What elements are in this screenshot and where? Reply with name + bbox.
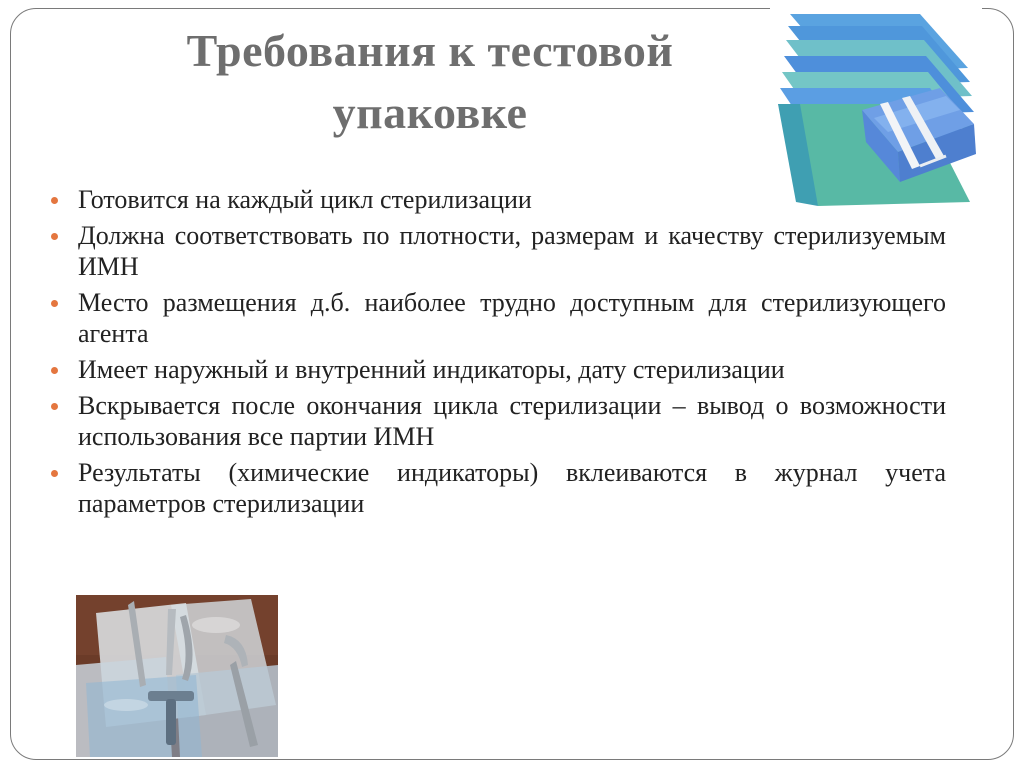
bullet-dot-icon <box>51 470 58 477</box>
bullet-item <box>48 457 946 519</box>
bullet-text: Должна соответствовать по плотности, размерам и качеству стерилизуемым ИМН <box>78 221 946 281</box>
bullet-text: Вскрывается после окончания цикла стерилизации – вывод о возможности использования все партии ИМН <box>78 391 946 451</box>
slide-title: Требования к тестовой упаковке <box>186 25 674 138</box>
bullet-item <box>48 354 946 385</box>
bullet-list <box>48 184 946 524</box>
sterilization-wraps-image <box>770 6 982 210</box>
packaged-instruments-image <box>76 595 278 757</box>
bullet-text: Имеет наружный и внутренний индикаторы, дату стерилизации <box>78 355 785 384</box>
bullet-text: Результаты (химические индикаторы) вклеиваются в журнал учета параметров стерилизации <box>78 458 946 518</box>
bullet-item <box>48 287 946 349</box>
bullet-dot-icon <box>51 300 58 307</box>
bullet-dot-icon <box>51 233 58 240</box>
sterilization-wraps-photo <box>770 6 982 210</box>
bullet-dot-icon <box>51 367 58 374</box>
packaged-instruments-photo <box>76 595 278 757</box>
bullet-item <box>48 220 946 282</box>
bullet-dot-icon <box>51 403 58 410</box>
bullet-text: Место размещения д.б. наиболее трудно доступным для стерилизующего агента <box>78 288 946 348</box>
bullet-text: Готовится на каждый цикл стерилизации <box>78 185 532 214</box>
bullet-dot-icon <box>51 197 58 204</box>
bullet-item <box>48 390 946 452</box>
